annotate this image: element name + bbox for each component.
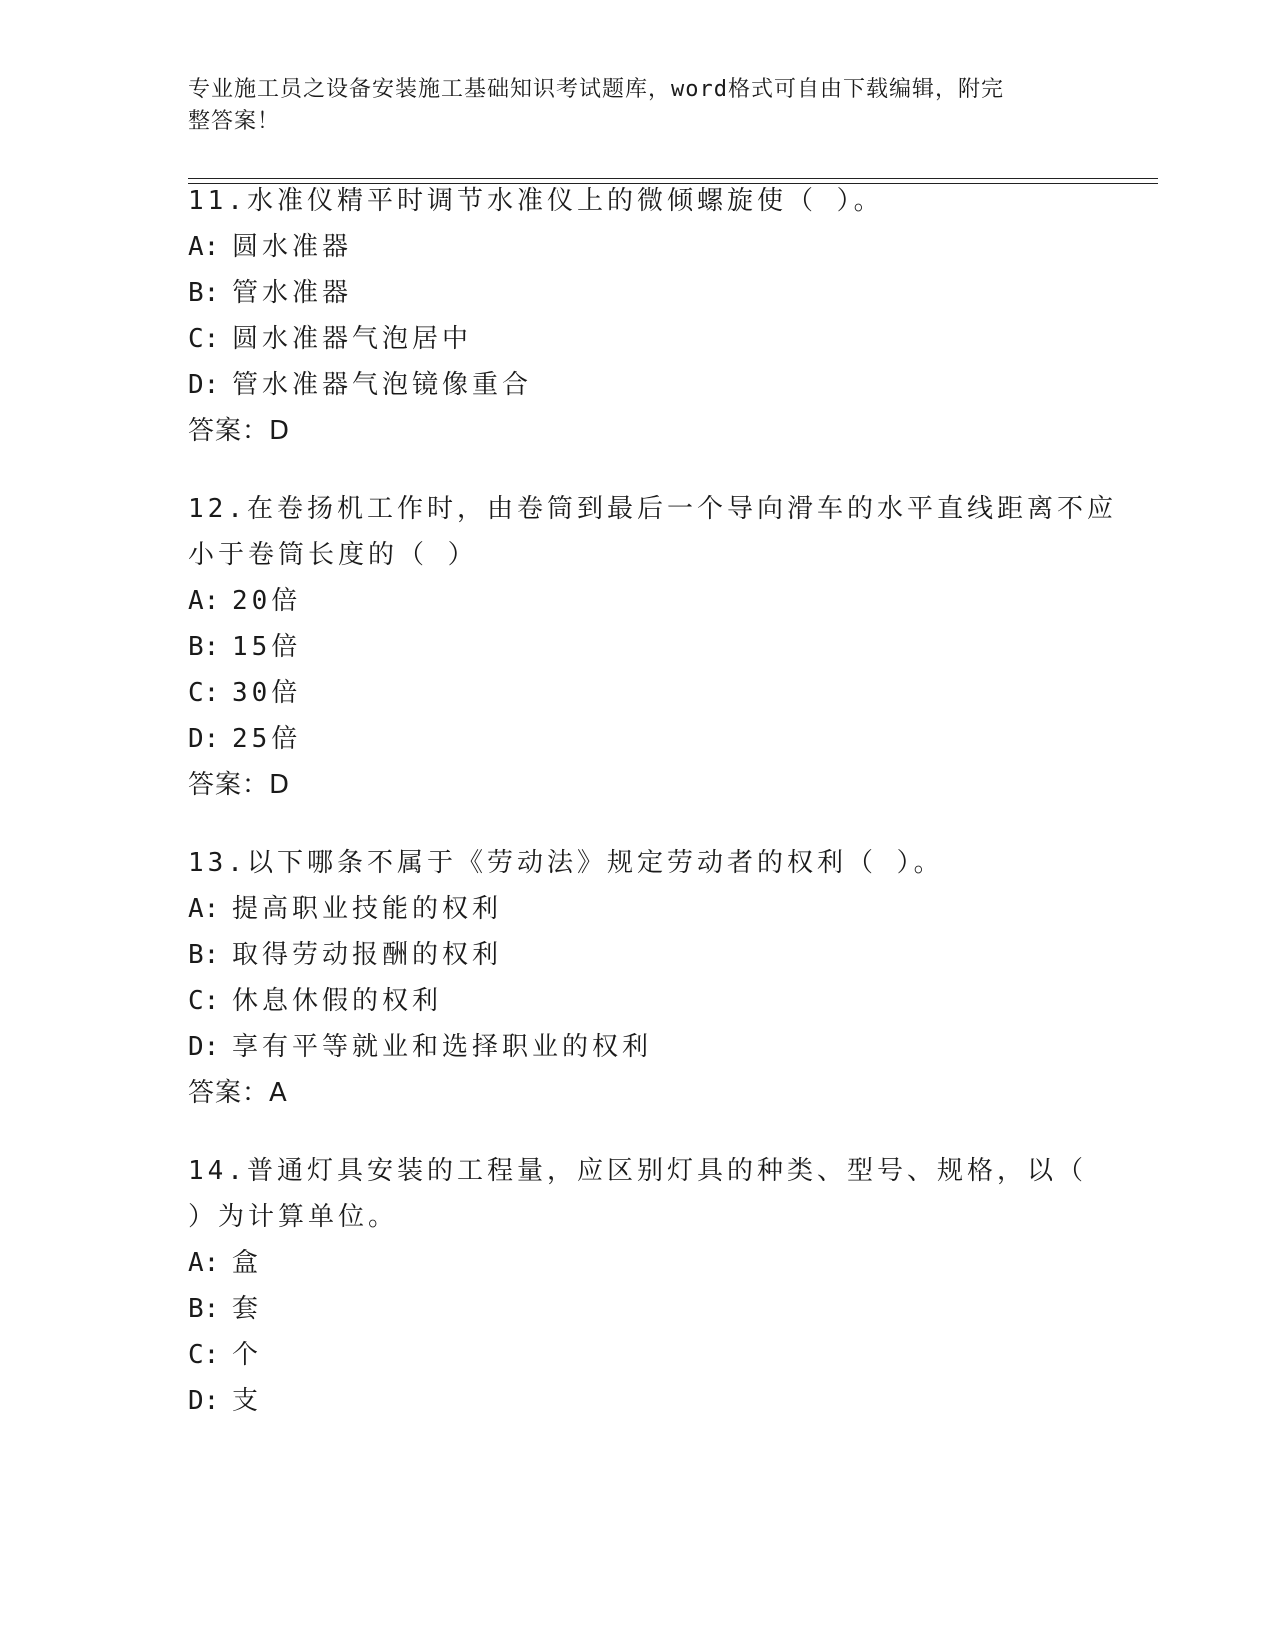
question-stem-continued: 小于卷筒长度的（ ） xyxy=(188,540,478,570)
option-d xyxy=(188,716,1088,762)
option-text: 25倍 xyxy=(232,724,302,754)
option-c xyxy=(188,1332,1088,1378)
option-label: C: xyxy=(188,324,220,354)
header-line-1: 专业施工员之设备安装施工基础知识考试题库，word格式可自由下载编辑，附完 xyxy=(188,77,1004,102)
option-d xyxy=(188,362,1088,408)
option-d xyxy=(188,1024,1088,1070)
option-label: C: xyxy=(188,986,220,1016)
option-label: A: xyxy=(188,894,220,924)
option-text: 提高职业技能的权利 xyxy=(232,894,503,924)
answer-line: 答案：D xyxy=(188,770,291,800)
option-text: 圆水准器气泡居中 xyxy=(232,324,473,354)
option-a xyxy=(188,1240,1088,1286)
option-c xyxy=(188,316,1088,362)
option-text: 管水准器 xyxy=(232,278,353,308)
option-a xyxy=(188,886,1088,932)
document-header xyxy=(188,74,1068,138)
option-label: A: xyxy=(188,232,220,262)
option-label: B: xyxy=(188,1294,220,1324)
option-text: 15倍 xyxy=(232,632,302,662)
option-label: D: xyxy=(188,1032,220,1062)
option-label: B: xyxy=(188,632,220,662)
question-12 xyxy=(188,486,1117,808)
option-c xyxy=(188,978,1088,1024)
option-label: D: xyxy=(188,724,220,754)
option-text: 盒 xyxy=(232,1248,263,1278)
option-text: 享有平等就业和选择职业的权利 xyxy=(232,1032,653,1062)
option-text: 支 xyxy=(232,1386,263,1416)
option-b xyxy=(188,270,1088,316)
option-label: A: xyxy=(188,1248,220,1278)
option-b xyxy=(188,1286,1088,1332)
question-13 xyxy=(188,840,1088,1116)
option-label: D: xyxy=(188,1386,220,1416)
option-b xyxy=(188,624,1088,670)
header-line-2: 整答案！ xyxy=(188,109,281,134)
option-text: 圆水准器 xyxy=(232,232,353,262)
option-text: 个 xyxy=(232,1340,263,1370)
option-label: B: xyxy=(188,940,220,970)
option-text: 取得劳动报酬的权利 xyxy=(232,940,503,970)
option-label: A: xyxy=(188,586,220,616)
option-text: 管水准器气泡镜像重合 xyxy=(232,370,533,400)
answer-line: 答案：D xyxy=(188,416,291,446)
option-c xyxy=(188,670,1088,716)
option-label: D: xyxy=(188,370,220,400)
question-stem-continued: ）为计算单位。 xyxy=(188,1202,399,1232)
option-text: 休息休假的权利 xyxy=(232,986,443,1016)
option-d xyxy=(188,1378,1088,1424)
option-b xyxy=(188,932,1088,978)
question-11 xyxy=(188,178,1088,454)
answer-line: 答案：A xyxy=(188,1078,288,1108)
option-text: 20倍 xyxy=(232,586,302,616)
question-stem: 13.以下哪条不属于《劳动法》规定劳动者的权利（ ）。 xyxy=(188,848,944,878)
option-text: 套 xyxy=(232,1294,263,1324)
option-label: C: xyxy=(188,1340,220,1370)
option-a xyxy=(188,578,1088,624)
question-stem: 12.在卷扬机工作时，由卷筒到最后一个导向滑车的水平直线距离不应 xyxy=(188,494,1117,524)
option-label: C: xyxy=(188,678,220,708)
question-stem: 11.水准仪精平时调节水准仪上的微倾螺旋使（ ）。 xyxy=(188,186,884,216)
option-label: B: xyxy=(188,278,220,308)
question-14 xyxy=(188,1148,1088,1424)
question-stem: 14.普通灯具安装的工程量，应区别灯具的种类、型号、规格，以（ xyxy=(188,1156,1087,1186)
option-text: 30倍 xyxy=(232,678,302,708)
option-a xyxy=(188,224,1088,270)
